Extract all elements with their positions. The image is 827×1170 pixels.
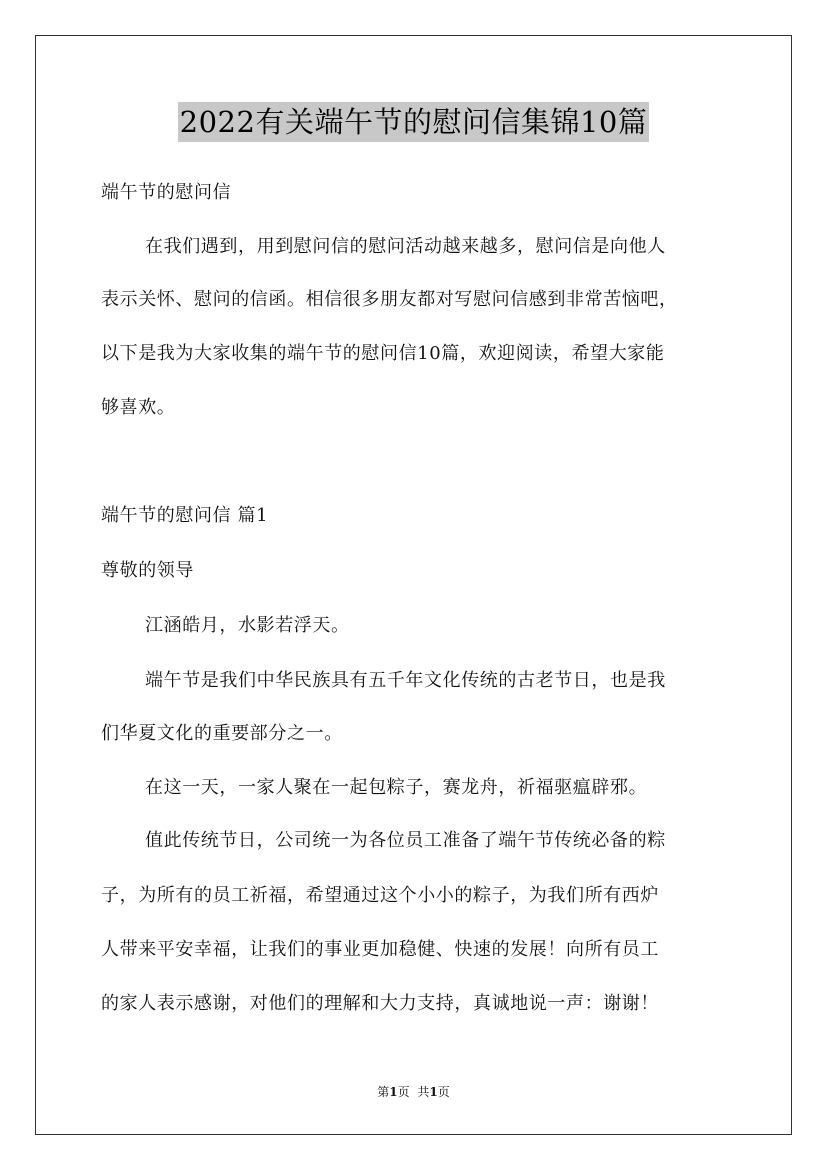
body-line: 值此传统节日，公司统一为各位员工准备了端午节传统必备的粽 bbox=[145, 830, 666, 851]
document-title: 2022有关端午节的慰问信集锦10篇 bbox=[178, 102, 650, 142]
total-prefix: 共 bbox=[417, 1085, 430, 1099]
intro-line: 在我们遇到，用到慰问信的慰问活动越来越多，慰问信是向他人 bbox=[145, 236, 666, 257]
page-prefix: 第 bbox=[377, 1085, 390, 1099]
total-suffix: 页 bbox=[437, 1085, 450, 1099]
body-line: 端午节是我们中华民族具有五千年文化传统的古老节日，也是我 bbox=[145, 670, 666, 691]
body-line: 人带来平安幸福，让我们的事业更加稳健、快速的发展！向所有员工 bbox=[101, 939, 659, 960]
title-container bbox=[0, 102, 827, 142]
salutation: 尊敬的领导 bbox=[101, 560, 194, 581]
body-line: 江涵皓月，水影若浮天。 bbox=[145, 615, 350, 636]
intro-line: 表示关怀、慰问的信函。相信很多朋友都对写慰问信感到非常苦恼吧， bbox=[101, 289, 678, 310]
page-footer bbox=[0, 1084, 827, 1100]
page-number: 1 bbox=[389, 1085, 398, 1099]
body-line: 们华夏文化的重要部分之一。 bbox=[101, 723, 343, 744]
intro-line: 够喜欢。 bbox=[101, 397, 176, 418]
intro-line: 以下是我为大家收集的端午节的慰问信10篇，欢迎阅读，希望大家能 bbox=[101, 343, 665, 364]
section-heading: 端午节的慰问信 bbox=[101, 182, 232, 203]
letter-heading: 端午节的慰问信 篇1 bbox=[101, 505, 269, 526]
body-line: 子，为所有的员工祈福，希望通过这个小小的粽子，为我们所有西炉 bbox=[101, 885, 659, 906]
total-pages: 1 bbox=[429, 1085, 438, 1099]
page-suffix: 页 bbox=[397, 1085, 410, 1099]
body-line: 的家人表示感谢，对他们的理解和大力支持，真诚地说一声：谢谢！ bbox=[101, 993, 659, 1014]
body-line: 在这一天，一家人聚在一起包粽子，赛龙舟，祈福驱瘟辟邪。 bbox=[145, 777, 648, 798]
